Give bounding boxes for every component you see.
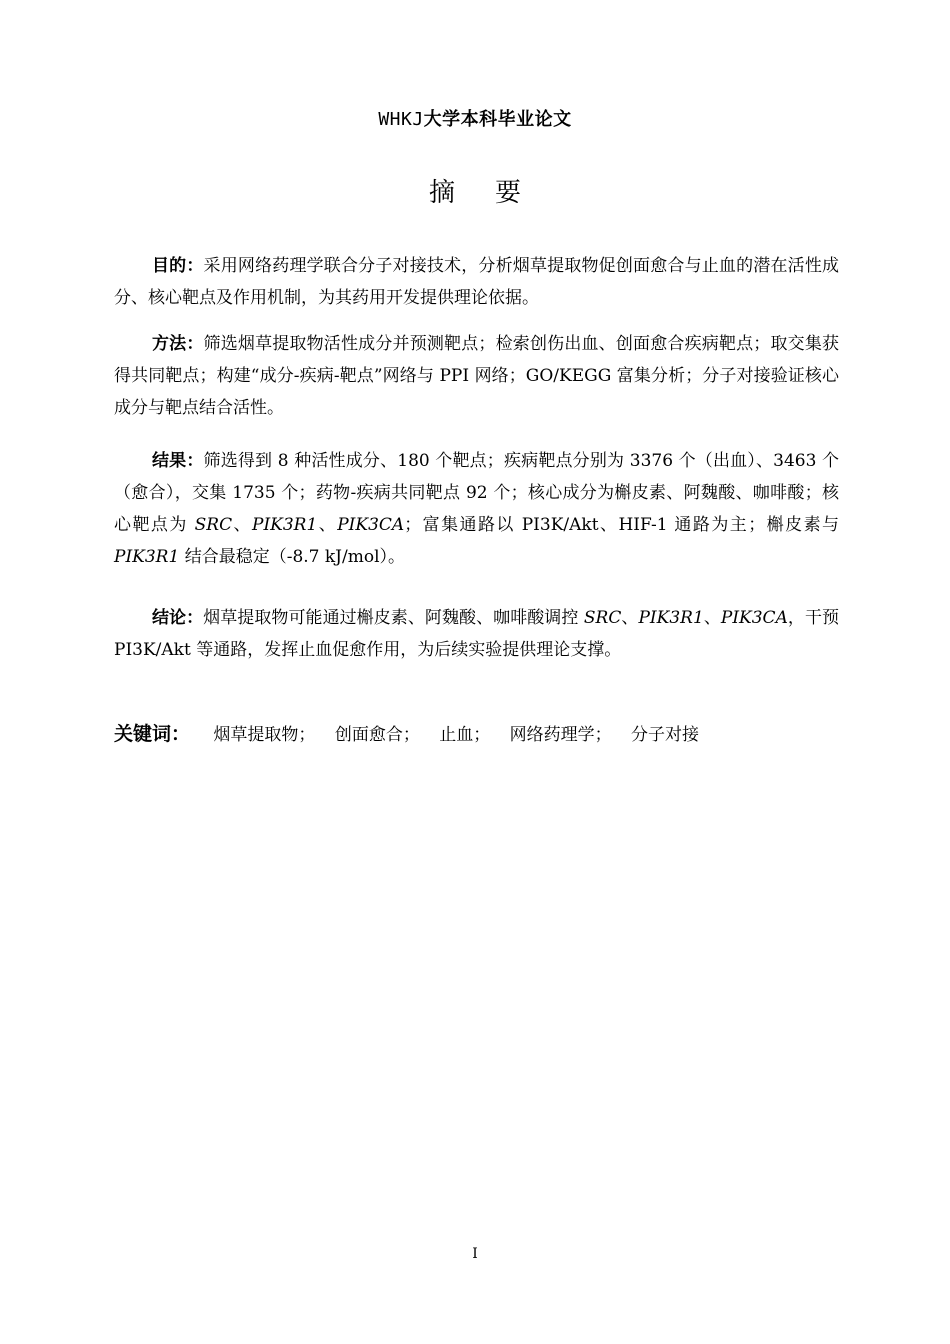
result-text-3: 结合最稳定（-8.7 kJ/mol）。	[179, 547, 406, 567]
method-text: 筛选烟草提取物活性成分并预测靶点；检索创伤出血、创面愈合疾病靶点；取交集获得共同靶点；构建“成分-疾病-靶点”网络与 PPI 网络；GO/KEGG 富集分析；分子对接验证核心成分与靶点结合活性。	[114, 334, 840, 418]
conclusion-text-1: 烟草提取物可能通过槲皮素、阿魏酸、咖啡酸调控	[203, 608, 584, 628]
gene-pik3r1: PIK3R1	[638, 608, 704, 628]
conclusion-label: 结论：	[152, 608, 204, 628]
abstract-result	[114, 445, 839, 573]
abstract-title: 摘要	[428, 178, 561, 208]
header-school-code: WHKJ	[378, 109, 424, 130]
gene-pik3r1: PIK3R1	[252, 515, 318, 535]
page-number: I	[472, 1246, 478, 1262]
result-sep-1: 、	[232, 515, 253, 535]
purpose-text: 采用网络药理学联合分子对接技术，分析烟草提取物促创面愈合与止血的潜在活性成分、核心靶点及作用机制，为其药用开发提供理论依据。	[114, 256, 840, 308]
result-text-2: ；富集通路以 PI3K/Akt、HIF-1 通路为主；槲皮素与	[404, 515, 840, 535]
conclusion-sep-1: 、	[621, 608, 639, 628]
gene-pik3ca: PIK3CA	[720, 608, 788, 628]
result-label: 结果：	[152, 451, 204, 471]
keyword-item: 止血；	[439, 725, 491, 745]
abstract-method	[114, 328, 839, 424]
keyword-item: 网络药理学；	[509, 725, 612, 745]
keyword-item: 烟草提取物；	[213, 725, 316, 745]
header-thesis-type: 大学本科毕业论文	[423, 109, 572, 130]
abstract-purpose	[114, 250, 839, 314]
gene-pik3r1-docking: PIK3R1	[114, 547, 180, 567]
keywords-label: 关键词：	[114, 723, 191, 745]
purpose-label: 目的：	[152, 256, 204, 276]
conclusion-text-2: ，干预 PI3K/Akt 等通路，发挥止血促愈作用，为后续实验提供理论支撑。	[114, 608, 840, 660]
keyword-item: 创面愈合；	[334, 725, 420, 745]
keyword-item: 分子对接	[631, 725, 700, 745]
result-text-1: 筛选得到 8 种活性成分、180 个靶点；疾病靶点分别为 3376 个（出血）、3463 个（愈合），交集 1735 个；药物-疾病共同靶点 92 个；核心成分为槲皮素、阿魏酸、咖啡酸；核心靶点为	[114, 451, 840, 535]
abstract-conclusion	[114, 602, 839, 666]
gene-src: SRC	[583, 608, 622, 628]
gene-pik3ca: PIK3CA	[337, 515, 405, 535]
method-label: 方法：	[152, 334, 204, 354]
thesis-header	[0, 105, 950, 131]
gene-src: SRC	[194, 515, 233, 535]
conclusion-sep-2: 、	[703, 608, 721, 628]
keywords-line	[114, 718, 713, 751]
result-sep-2: 、	[317, 515, 338, 535]
